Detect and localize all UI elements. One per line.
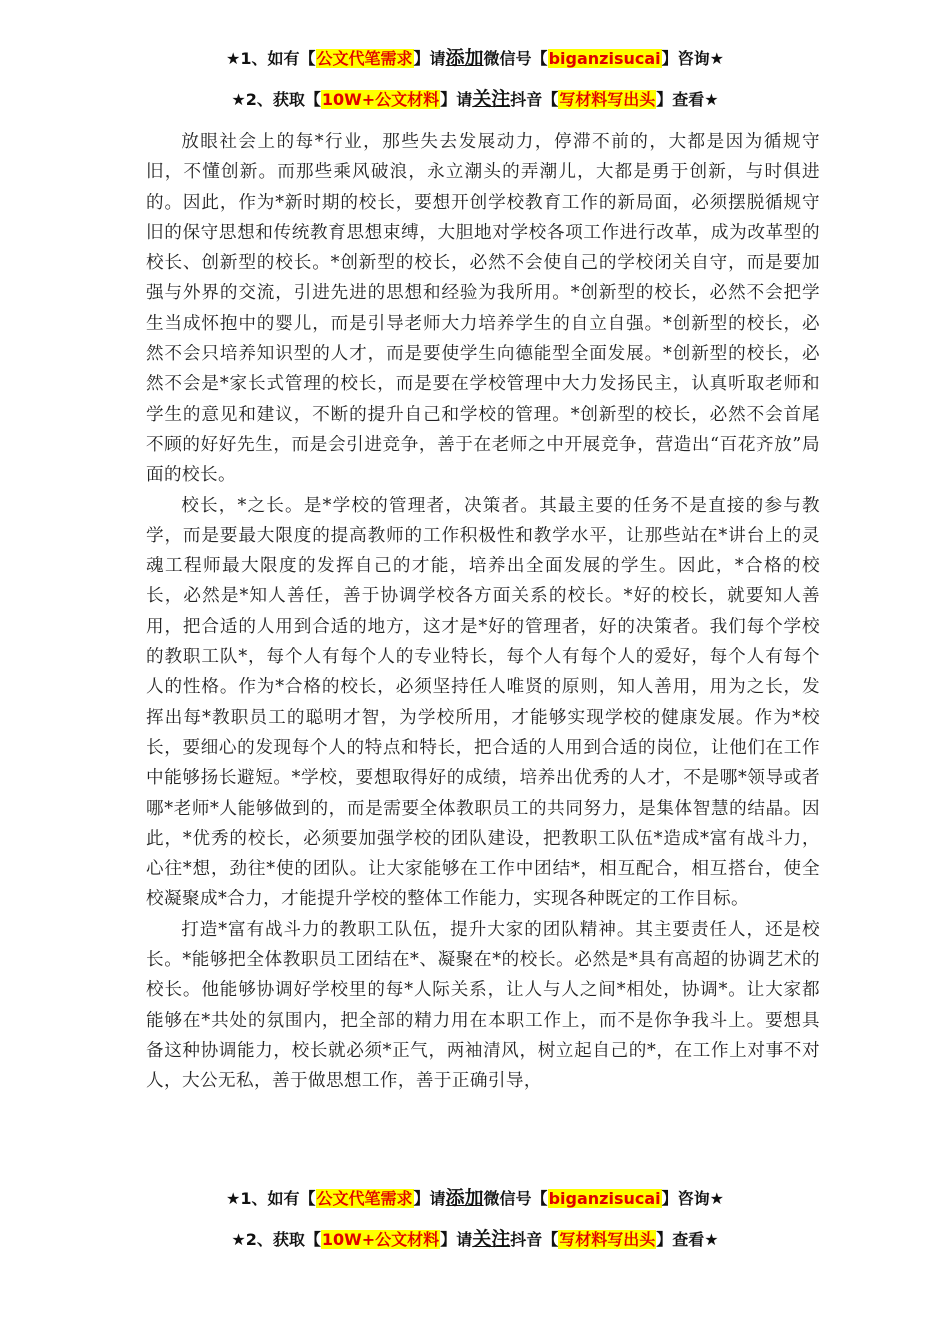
banner-text: 】咨询★ [661,1189,724,1208]
banner-highlight-service: 公文代笔需求 [316,1189,413,1208]
banner-highlight-service: 公文代笔需求 [316,49,413,68]
banner-emphasis: 关注 [472,1228,511,1250]
banner-text: 】咨询★ [661,49,724,68]
banner-emphasis: 关注 [472,88,511,110]
banner-text: 抖音【 [510,90,559,109]
banner-text: 微信号【 [483,49,548,68]
banner-highlight-douyin: 写材料写出头 [559,1230,656,1249]
bottom-banner-line-2 [0,1227,950,1252]
banner-text: 抖音【 [510,1230,559,1249]
banner-text: 】请 [440,1230,473,1249]
banner-emphasis: 添加 [445,1187,484,1209]
paragraph-3: 打造*富有战斗力的教职工队伍，提升大家的团队精神。其主要责任人，还是校长。*能够把全体教职员工团结在*、凝聚在*的校长。必然是*具有高超的协调艺术的校长。他能够协调好学校里的每*人际关系，让人与人之间*相处，协调*。让大家都能够在*共处的氛围内，把全部的精力用在本职工作上，而不是你争我斗上。要想具备这种协调能力，校长就必须*正气，两袖清风，树立起自己的*，在工作上对事不对人，大公无私，善于做思想工作，善于正确引导， [146,919,820,1092]
banner-highlight-materials: 10W+公文材料 [321,1230,440,1249]
top-banner-line-2 [0,87,950,112]
paragraph-1: 放眼社会上的每*行业，那些失去发展动力，停滞不前的，大都是因为循规守旧，不懂创新。而那些乘风破浪，永立潮头的弄潮儿，大都是勇于创新，与时俱进的。因此，作为*新时期的校长，要想开创学校教育工作的新局面，必须摆脱循规守旧的保守思想和传统教育思想束缚，大胆地对学校各项工作进行改革，成为改革型的校长、创新型的校长。*创新型的校长，必然不会使自己的学校闭关自守，而是要加强与外界的交流，引进先进的思想和经验为我所用。*创新型的校长，必然不会把学生当成怀抱中的婴儿，而是引导老师大力培养学生的自立自强。*创新型的校长，必然不会只培养知识型的人才，而是要使学生向德能型全面发展。*创新型的校长，必然不会是*家长式管理的校长，而是要在学校管理中大力发扬民主，认真听取老师和学生的意见和建议，不断的提升自己和学校的管理。*创新型的校长，必然不会首尾不顾的好好先生，而是会引进竞争，善于在老师之中开展竞争，营造出“百花齐放”局面的校长。 [146,132,820,486]
banner-text: 】请 [413,49,446,68]
banner-text: 】查看★ [656,1230,719,1249]
banner-highlight-douyin: 写材料写出头 [559,90,656,109]
banner-text: 微信号【 [483,1189,548,1208]
banner-emphasis: 添加 [445,47,484,69]
banner-highlight-materials: 10W+公文材料 [321,90,440,109]
banner-text: ★2、获取【 [231,90,321,109]
banner-text: 】查看★ [656,90,719,109]
banner-text: 】请 [440,90,473,109]
top-banner-line-1 [0,46,950,71]
banner-highlight-wechat-id: biganzisucai [548,1189,661,1208]
banner-highlight-wechat-id: biganzisucai [548,49,661,68]
document-body [146,127,820,1097]
banner-text: ★1、如有【 [226,49,316,68]
paragraph-2: 校长，*之长。是*学校的管理者，决策者。其最主要的任务不是直接的参与教学，而是要最大限度的提高教师的工作积极性和教学水平，让那些站在*讲台上的灵魂工程师最大限度的发挥自己的才能，培养出全面发展的学生。因此，*合格的校长，必然是*知人善任，善于协调学校各方面关系的校长。*好的校长，就要知人善用，把合适的人用到合适的地方，这才是*好的管理者，好的决策者。我们每个学校的教职工队*，每个人有每个人的专业特长，每个人有每个人的爱好，每个人有每个人的性格。作为*合格的校长，必须坚持任人唯贤的原则，知人善用，用为之长，发挥出每*教职员工的聪明才智，为学校所用，才能够实现学校的健康发展。作为*校长，要细心的发现每个人的特点和特长，把合适的人用到合适的岗位，让他们在工作中能够扬长避短。*学校，要想取得好的成绩，培养出优秀的人才，不是哪*领导或者哪*老师*人能够做到的，而是需要全体教职员工的共同努力，是集体智慧的结晶。因此，*优秀的校长，必须要加强学校的团队建设，把教职工队伍*造成*富有战斗力，心往*想，劲往*使的团队。让大家能够在工作中团结*，相互配合，相互搭台，使全校凝聚成*合力，才能提升学校的整体工作能力，实现各种既定的工作目标。 [146,495,820,910]
banner-text: 】请 [413,1189,446,1208]
banner-text: ★2、获取【 [231,1230,321,1249]
banner-text: ★1、如有【 [226,1189,316,1208]
bottom-banner-line-1 [0,1186,950,1211]
